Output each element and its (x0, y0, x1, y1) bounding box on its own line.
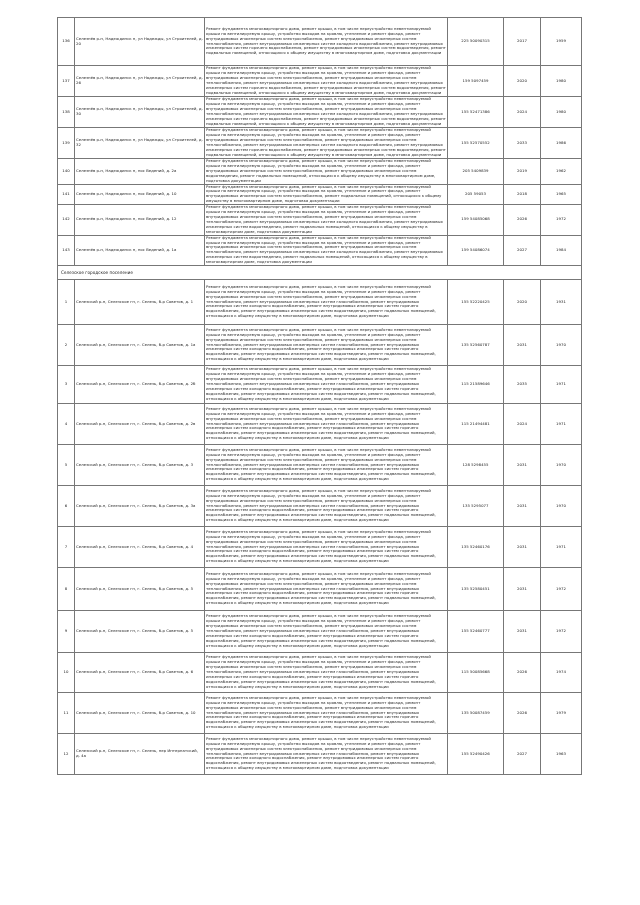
table-row (58, 66, 582, 97)
table-row (58, 159, 582, 185)
cadastral-number: 159 54086074 (448, 235, 504, 265)
address-cell: Селезский р-н, Селезское гп, г. Селезь, пер Интернатский, д. 4а (75, 734, 205, 775)
works-cell: Ремонт фундамента многоквартирного дома, ремонт крыши, в том числе переустройство невентилируемой крыши на вентилируемую крышу, устройство выходов на кровлю, утепление и ремонт фасада, ремонт внутридомовых инженерных систем электроснабжения, ремонт внутридомовых инженерных систем теплоснабжения, ремонт внутридомовых инженерных систем газоснабжения, ремонт внутридомовых инженерных систем холодного водоснабжения, ремонт внутридомовых инженерных систем горячего водоснабжения, ремонт внутридомовых инженерных систем водоотведения, ремонт подвальных помещений, относящихся к общему имуществу в многоквартирном доме, подготовка документации (205, 280, 448, 325)
address-cell: Селезский р-н, Селезское гп, г. Селезь, б-р Советов, д. 1 (75, 280, 205, 325)
row-number: 5 (58, 445, 75, 486)
cadastral-number: 159 54085068 (448, 205, 504, 235)
address-cell: Селезнёв р-н, Надеждинск п, пос Ведений, д. 12 (75, 205, 205, 235)
address-cell: Селезский р-н, Селезское гп, г. Селезь, б-р Советов, д. 1а (75, 325, 205, 366)
table-row (58, 18, 582, 66)
planned-year: 2031 (504, 445, 541, 486)
build-year: 1962 (541, 159, 582, 185)
address-cell: Селезский р-н, Селезское гп, г. Селезь, б-р Советов, д. 5 (75, 568, 205, 611)
address-cell: Селезнёв р-н, Надеждинск п, пос Ведений, д. 10 (75, 184, 205, 205)
row-number: 139 (58, 128, 75, 159)
build-year: 1986 (541, 128, 582, 159)
address-cell: Селезский р-н, Селезское гп, г. Селезь, б-р Советов, д. 10 (75, 693, 205, 734)
cadastral-number: 155 52460777 (448, 611, 504, 653)
build-year: 1965 (541, 184, 582, 205)
works-cell: Ремонт фундамента многоквартирного дома, ремонт крыши, в том числе переустройство невентилируемой крыши на вентилируемую крышу, устройство выходов на кровлю, утепление и ремонт фасада, ремонт внутридомовых инженерных систем электроснабжения, ремонт внутридомовых инженерных систем теплоснабжения, ремонт внутридомовых инженерных систем газоснабжения, ремонт внутридомовых инженерных систем холодного водоснабжения, ремонт внутридомовых инженерных систем горячего водоснабжения, ремонт внутридомовых инженерных систем водоотведения, ремонт подвальных помещений, относящихся к общему имуществу в многоквартирном доме, подготовка документации (205, 568, 448, 611)
row-number: 2 (58, 325, 75, 366)
planned-year: 2035 (504, 366, 541, 404)
table-row (58, 734, 582, 775)
works-cell: Ремонт фундамента многоквартирного дома, ремонт крыши, в том числе переустройство невентилируемой крыши на вентилируемую крышу, устройство выходов на кровлю, утепление и ремонт фасада, ремонт внутридомовых инженерных систем электроснабжения, ремонт внутридомовых инженерных систем теплоснабжения, ремонт внутридомовых инженерных систем газоснабжения, ремонт внутридомовых инженерных систем холодного водоснабжения, ремонт внутридомовых инженерных систем горячего водоснабжения, ремонт внутридомовых инженерных систем водоотведения, ремонт подвальных помещений, относящихся к общему имуществу в многоквартирном доме, подготовка документации (205, 693, 448, 734)
address-cell: Селезский р-н, Селезское гп, г. Селезь, б-р Советов, д. 3 (75, 445, 205, 486)
row-number: 141 (58, 184, 75, 205)
table-row (58, 280, 582, 325)
section-header (58, 266, 582, 280)
row-number: 7 (58, 527, 75, 568)
row-number: 10 (58, 653, 75, 693)
table-row (58, 128, 582, 159)
works-cell: Ремонт фундамента многоквартирного дома, ремонт крыши, в том числе переустройство невентилируемой крыши на вентилируемую крышу, устройство выходов на кровлю, утепление и ремонт фасада, ремонт внутридомовых инженерных систем электроснабжения, ремонт внутридомовых инженерных систем теплоснабжения, ремонт внутридомовых инженерных систем холодного водоснабжения, ремонт внутридомовых инженерных систем горячего водоснабжения, ремонт внутридомовых инженерных систем водоотведения, ремонт подвальных помещений, относящихся к общему имуществу в многоквартирном доме, подготовка документации (206, 127, 446, 157)
planned-year: 2020 (504, 280, 541, 325)
cadastral-number: 205 59053 (448, 184, 504, 205)
cadastral-number: 155 52490426 (448, 734, 504, 775)
address-cell: Селезнёв р-н, Надеждинск п, пос Ведений, д. 1а (75, 235, 205, 265)
row-number: 138 (58, 97, 75, 128)
capital-repair-table (57, 17, 582, 775)
works-cell: Ремонт фундамента многоквартирного дома, ремонт крыши, в том числе переустройство невентилируемой крыши на вентилируемую крышу, устройство выходов на кровлю, утепление и ремонт фасада, ремонт внутридомовых инженерных систем электроснабжения, ремонт внутридомовых инженерных систем теплоснабжения, ремонт внутридомовых инженерных систем холодного водоснабжения, ремонт внутридомовых инженерных систем водоотведения, ремонт подвальных помещений, относящихся к общему имуществу в многоквартирном доме, подготовка документации (205, 235, 448, 265)
address-cell: Селезнёв р-н, Надеждинск п, ул Надежды, ул Строителей, д. 26 (75, 66, 205, 97)
build-year: 1979 (541, 693, 582, 734)
cadastral-number: 135 52580451 (448, 568, 504, 611)
row-number: 11 (58, 693, 75, 734)
planned-year: 2031 (504, 325, 541, 366)
address-cell: Селезский р-н, Селезское гп, г. Селезь, б-р Советов, д. 4 (75, 527, 205, 568)
build-year: 1974 (541, 653, 582, 693)
cadastral-number: 128 5298455 (448, 445, 504, 486)
table-row (58, 404, 582, 445)
row-number: 6 (58, 486, 75, 527)
planned-year: 2017 (504, 18, 541, 66)
build-year: 1972 (541, 568, 582, 611)
table-row (58, 184, 582, 205)
row-number: 3 (58, 366, 75, 404)
address-cell: Селезнёв р-н, Надеждинск п, пос Ведений, д. 2а (75, 159, 205, 185)
address-cell: Селезнёв р-н, Надеждинск п, ул Надежды, ул Строителей, д. 20 (75, 18, 205, 66)
works-cell: Ремонт фундамента многоквартирного дома, ремонт крыши, в том числе переустройство невентилируемой крыши на вентилируемую крышу, устройство выходов на кровлю, утепление и ремонт фасада, ремонт внутридомовых инженерных систем электроснабжения, ремонт подвальных помещений, относящихся к общему имуществу в многоквартирном доме, подготовка документации (205, 184, 448, 205)
row-number: 140 (58, 159, 75, 185)
planned-year: 2027 (504, 734, 541, 775)
works-cell: Ремонт фундамента многоквартирного дома, ремонт крыши, в том числе переустройство невентилируемой крыши на вентилируемую крышу, устройство выходов на кровлю, утепление и ремонт фасада, ремонт внутридомовых инженерных систем электроснабжения, ремонт внутридомовых инженерных систем теплоснабжения, ремонт внутридомовых инженерных систем холодного водоснабжения, ремонт внутридомовых инженерных систем горячего водоснабжения, ремонт внутридомовых инженерных систем водоотведения, ремонт подвальных помещений, относящихся к общему имуществу в многоквартирном доме, подготовка документации (206, 65, 446, 95)
planned-year: 2031 (504, 527, 541, 568)
planned-year: 2018 (504, 184, 541, 205)
row-number: 137 (58, 66, 75, 97)
planned-year: 2026 (504, 205, 541, 235)
address-cell: Селезский р-н, Селезское гп, г. Селезь, б-р Советов, д. 5 (75, 611, 205, 653)
build-year: 1972 (541, 611, 582, 653)
table-row (58, 486, 582, 527)
row-number: 4 (58, 404, 75, 445)
build-year: 1970 (541, 486, 582, 527)
build-year: 1971 (541, 366, 582, 404)
table-row (58, 568, 582, 611)
address-cell: Селезский р-н, Селезское гп, г. Селезь, б-р Советов, д. 3а (75, 486, 205, 527)
planned-year: 2031 (504, 486, 541, 527)
works-cell: Ремонт фундамента многоквартирного дома, ремонт крыши, в том числе переустройство невентилируемой крыши на вентилируемую крышу, устройство выходов на кровлю, утепление и ремонт фасада, ремонт внутридомовых инженерных систем электроснабжения, ремонт внутридомовых инженерных систем водоотведения, ремонт подвальных помещений, относящихся к общему имуществу в многоквартирном доме, подготовка документации (205, 159, 448, 185)
works-cell: Ремонт фундамента многоквартирного дома, ремонт крыши, в том числе переустройство невентилируемой крыши на вентилируемую крышу, устройство выходов на кровлю, утепление и ремонт фасада, ремонт внутридомовых инженерных систем электроснабжения, ремонт внутридомовых инженерных систем теплоснабжения, ремонт внутридомовых инженерных систем холодного водоснабжения, ремонт внутридомовых инженерных систем горячего водоснабжения, ремонт внутридомовых инженерных систем водоотведения, ремонт подвальных помещений, относящихся к общему имуществу в многоквартирном доме, подготовка документации (205, 18, 448, 66)
row-number: 1 (58, 280, 75, 325)
planned-year: 2031 (504, 568, 541, 611)
works-cell: Ремонт фундамента многоквартирного дома, ремонт крыши, в том числе переустройство невентилируемой крыши на вентилируемую крышу, устройство выходов на кровлю, утепление и ремонт фасада, ремонт внутридомовых инженерных систем электроснабжения, ремонт внутридомовых инженерных систем теплоснабжения, ремонт внутридомовых инженерных систем холодного водоснабжения, ремонт внутридомовых инженерных систем водоотведения, ремонт подвальных помещений, относящихся к общему имуществу в многоквартирном доме, подготовка документации (205, 205, 448, 235)
build-year: 1970 (541, 445, 582, 486)
works-cell: Ремонт фундамента многоквартирного дома, ремонт крыши, в том числе переустройство невентилируемой крыши на вентилируемую крышу, устройство выходов на кровлю, утепление и ремонт фасада, ремонт внутридомовых инженерных систем электроснабжения, ремонт внутридомовых инженерных систем теплоснабжения, ремонт внутридомовых инженерных систем газоснабжения, ремонт внутридомовых инженерных систем холодного водоснабжения, ремонт внутридомовых инженерных систем горячего водоснабжения, ремонт внутридомовых инженерных систем водоотведения, ремонт подвальных помещений, относящихся к общему имуществу в многоквартирном доме, подготовка документации (205, 734, 448, 775)
address-cell: Селезский р-н, Селезское гп, г. Селезь, б-р Советов, д. 2б (75, 366, 205, 404)
cadastral-number: 135 52560787 (448, 325, 504, 366)
row-number: 12 (58, 734, 75, 775)
table-body-nadezhdinsk (58, 18, 582, 266)
build-year: 1970 (541, 325, 582, 366)
works-cell: Ремонт фундамента многоквартирного дома, ремонт крыши, в том числе переустройство невентилируемой крыши на вентилируемую крышу, устройство выходов на кровлю, утепление и ремонт фасада, ремонт внутридомовых инженерных систем электроснабжения, ремонт внутридомовых инженерных систем теплоснабжения, ремонт внутридомовых инженерных систем газоснабжения, ремонт внутридомовых инженерных систем холодного водоснабжения, ремонт внутридомовых инженерных систем горячего водоснабжения, ремонт внутридомовых инженерных систем водоотведения, ремонт подвальных помещений, относящихся к общему имуществу в многоквартирном доме, подготовка документации (205, 486, 448, 527)
cadastral-number: 115 50085668 (448, 653, 504, 693)
planned-year: 2020 (504, 66, 541, 97)
works-cell: Ремонт фундамента многоквартирного дома, ремонт крыши, в том числе переустройство невентилируемой крыши на вентилируемую крышу, устройство выходов на кровлю, утепление и ремонт фасада, ремонт внутридомовых инженерных систем электроснабжения, ремонт внутридомовых инженерных систем теплоснабжения, ремонт внутридомовых инженерных систем газоснабжения, ремонт внутридомовых инженерных систем холодного водоснабжения, ремонт внутридомовых инженерных систем горячего водоснабжения, ремонт внутридомовых инженерных систем водоотведения, ремонт подвальных помещений, относящихся к общему имуществу в многоквартирном доме, подготовка документации (205, 611, 448, 653)
works-cell: Ремонт фундамента многоквартирного дома, ремонт крыши, в том числе переустройство невентилируемой крыши на вентилируемую крышу, устройство выходов на кровлю, утепление и ремонт фасада, ремонт внутридомовых инженерных систем электроснабжения, ремонт внутридомовых инженерных систем теплоснабжения, ремонт внутридомовых инженерных систем газоснабжения, ремонт внутридомовых инженерных систем холодного водоснабжения, ремонт внутридомовых инженерных систем горячего водоснабжения, ремонт внутридомовых инженерных систем водоотведения, ремонт подвальных помещений, относящихся к общему имуществу в многоквартирном доме, подготовка документации (205, 653, 448, 693)
planned-year: 2024 (504, 404, 541, 445)
cadastral-number: 205 5409839 (448, 159, 504, 185)
table-row (58, 611, 582, 653)
works-cell: Ремонт фундамента многоквартирного дома, ремонт крыши, в том числе переустройство невентилируемой крыши на вентилируемую крышу, устройство выходов на кровлю, утепление и ремонт фасада, ремонт внутридомовых инженерных систем электроснабжения, ремонт внутридомовых инженерных систем теплоснабжения, ремонт внутридомовых инженерных систем газоснабжения, ремонт внутридомовых инженерных систем холодного водоснабжения, ремонт внутридомовых инженерных систем горячего водоснабжения, ремонт внутридомовых инженерных систем водоотведения, ремонт подвальных помещений, относящихся к общему имуществу в многоквартирном доме, подготовка документации (205, 325, 448, 366)
table-body-selezskoe (58, 280, 582, 775)
table-row (58, 693, 582, 734)
cadastral-number: 115 21494481 (448, 404, 504, 445)
row-number: 8 (58, 568, 75, 611)
build-year: 1972 (541, 205, 582, 235)
table-row (58, 325, 582, 366)
cadastral-number: 135 50087459 (448, 693, 504, 734)
build-year: 1971 (541, 527, 582, 568)
planned-year: 2027 (504, 235, 541, 265)
row-number: 9 (58, 611, 75, 653)
works-cell: Ремонт фундамента многоквартирного дома, ремонт крыши, в том числе переустройство невентилируемой крыши на вентилируемую крышу, устройство выходов на кровлю, утепление и ремонт фасада, ремонт внутридомовых инженерных систем электроснабжения, ремонт внутридомовых инженерных систем теплоснабжения, ремонт внутридомовых инженерных систем газоснабжения, ремонт внутридомовых инженерных систем холодного водоснабжения, ремонт внутридомовых инженерных систем горячего водоснабжения, ремонт внутридомовых инженерных систем водоотведения, ремонт подвальных помещений, относящихся к общему имуществу в многоквартирном доме, подготовка документации (205, 366, 448, 404)
table-row (58, 653, 582, 693)
build-year: 1984 (541, 235, 582, 265)
table-row (58, 235, 582, 265)
planned-year: 2026 (504, 693, 541, 734)
address-cell: Селезнёв р-н, Надеждинск п, ул Надежды, ул Строителей, д. 30 (75, 97, 205, 128)
cadastral-number: 155 52220425 (448, 280, 504, 325)
row-number: 142 (58, 205, 75, 235)
planned-year: 2033 (504, 128, 541, 159)
address-cell: Селезнёв р-н, Надеждинск п, ул Надежды, ул Строителей, д. 32 (75, 128, 205, 159)
build-year: 1931 (541, 280, 582, 325)
table-row (58, 527, 582, 568)
works-cell: Ремонт фундамента многоквартирного дома, ремонт крыши, в том числе переустройство невентилируемой крыши на вентилируемую крышу, устройство выходов на кровлю, утепление и ремонт фасада, ремонт внутридомовых инженерных систем электроснабжения, ремонт внутридомовых инженерных систем теплоснабжения, ремонт внутридомовых инженерных систем газоснабжения, ремонт внутридомовых инженерных систем холодного водоснабжения, ремонт внутридомовых инженерных систем горячего водоснабжения, ремонт внутридомовых инженерных систем водоотведения, ремонт подвальных помещений, относящихся к общему имуществу в многоквартирном доме, подготовка документации (205, 445, 448, 486)
planned-year: 2024 (504, 97, 541, 128)
cadastral-number: 155 52471386 (448, 97, 504, 128)
cadastral-number: 159 5097459 (448, 66, 504, 97)
address-cell: Селезский р-н, Селезское гп, г. Селезь, б-р Советов, д. 6 (75, 653, 205, 693)
build-year: 1980 (541, 66, 582, 97)
cadastral-number: 115 21589646 (448, 366, 504, 404)
cadastral-number: 135 5295077 (448, 486, 504, 527)
cadastral-number: 225 50090315 (448, 18, 504, 66)
planned-year: 2026 (504, 653, 541, 693)
cadastral-number: 155 52570552 (448, 128, 504, 159)
row-number: 143 (58, 235, 75, 265)
table-row (58, 205, 582, 235)
works-cell: Ремонт фундамента многоквартирного дома, ремонт крыши, в том числе переустройство невентилируемой крыши на вентилируемую крышу, устройство выходов на кровлю, утепление и ремонт фасада, ремонт внутридомовых инженерных систем электроснабжения, ремонт внутридомовых инженерных систем теплоснабжения, ремонт внутридомовых инженерных систем холодного водоснабжения, ремонт внутридомовых инженерных систем горячего водоснабжения, ремонт внутридомовых инженерных систем водоотведения, ремонт подвальных помещений, относящихся к общему имуществу в многоквартирном доме, подготовка документации (206, 96, 446, 126)
build-year: 1963 (541, 734, 582, 775)
table-row (58, 97, 582, 128)
cadastral-number: 135 52460176 (448, 527, 504, 568)
works-cell: Ремонт фундамента многоквартирного дома, ремонт крыши, в том числе переустройство невентилируемой крыши на вентилируемую крышу, устройство выходов на кровлю, утепление и ремонт фасада, ремонт внутридомовых инженерных систем электроснабжения, ремонт внутридомовых инженерных систем теплоснабжения, ремонт внутридомовых инженерных систем газоснабжения, ремонт внутридомовых инженерных систем холодного водоснабжения, ремонт внутридомовых инженерных систем горячего водоснабжения, ремонт внутридомовых инженерных систем водоотведения, ремонт подвальных помещений, относящихся к общему имуществу в многоквартирном доме, подготовка документации (205, 527, 448, 568)
build-year: 1971 (541, 404, 582, 445)
planned-year: 2031 (504, 611, 541, 653)
section-label: Селезское городское поселение (58, 266, 582, 280)
works-cell: Ремонт фундамента многоквартирного дома, ремонт крыши, в том числе переустройство невентилируемой крыши на вентилируемую крышу, устройство выходов на кровлю, утепление и ремонт фасада, ремонт внутридомовых инженерных систем электроснабжения, ремонт внутридомовых инженерных систем теплоснабжения, ремонт внутридомовых инженерных систем газоснабжения, ремонт внутридомовых инженерных систем холодного водоснабжения, ремонт внутридомовых инженерных систем горячего водоснабжения, ремонт внутридомовых инженерных систем водоотведения, ремонт подвальных помещений, относящихся к общему имуществу в многоквартирном доме, подготовка документации (205, 404, 448, 445)
build-year: 1980 (541, 97, 582, 128)
table-row (58, 366, 582, 404)
row-number: 136 (58, 18, 75, 66)
address-cell: Селезский р-н, Селезское гп, г. Селезь, б-р Советов, д. 2в (75, 404, 205, 445)
table-row (58, 445, 582, 486)
planned-year: 2019 (504, 159, 541, 185)
build-year: 1959 (541, 18, 582, 66)
